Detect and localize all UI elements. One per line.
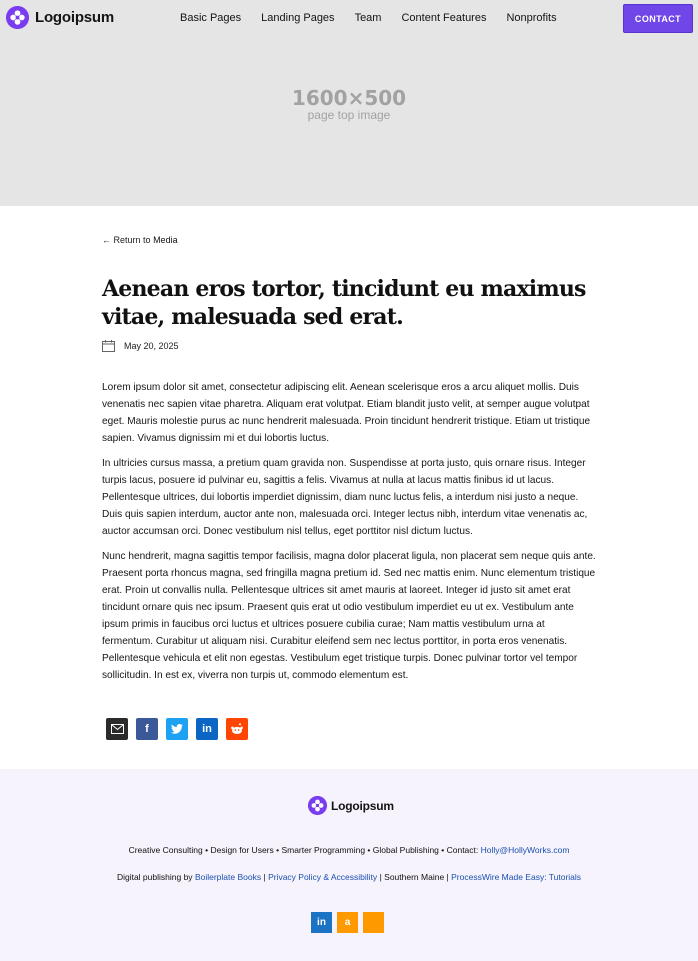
email-icon[interactable] <box>106 718 128 740</box>
hero-image-size: 1600×500 <box>291 86 407 110</box>
nav-nonprofits[interactable]: Nonprofits <box>506 12 557 24</box>
main-nav <box>170 11 567 25</box>
footer-publishing-prefix: Digital publishing by <box>116 872 193 882</box>
article-body <box>102 379 598 692</box>
nav-team[interactable]: Team <box>354 12 382 24</box>
nav-basic-pages[interactable]: Basic Pages <box>180 12 242 24</box>
footer-separator: | <box>446 872 449 882</box>
footer-services-line <box>0 845 698 855</box>
site-logo[interactable] <box>6 6 114 29</box>
article-paragraph: Nunc hendrerit, magna sagittis tempor facilisis, magna dolor placerat ligula, non placerat sem neque quis ante. Praesent porta rhoncus magna, sed fringilla magna pretium id. Sed nec mattis enim. Nunc elementum tristique erat. Proin ut convallis nulla. Pellentesque ultrices sit amet mauris at laoreet. Integer id justo sit amet erat tincidunt ornare quis nec ipsum. Praesent quis erat ut odio vestibulum imperdiet eu ut ex. Vestibulum ante ipsum primis in faucibus orci luctus et ultrices posuere cubilia curae; Nam mattis vestibulum urna at fermentum. Curabitur ut aliquam nisi. Curabitur eleifend sem nec lectus porttitor, in porta eros venenatis. Pellentesque vehicula et elit non egestas. Vestibulum eget tristique turpis. Donec pulvinar tortor vel tempor sollicitudin. In est ex, viverra non turpis ut, commodo elementum est. <box>102 551 596 681</box>
article-paragraph: In ultricies cursus massa, a pretium quam gravida non. Suspendisse at porta justo, quis ornare risus. Integer turpis lacus, posuere id pulvinar eu, sagittis a felis. Vivamus at nulla at lacus mattis finibus id ut lacus. Pellentesque ultrices, dui lobortis imperdiet dignissim, diam nunc luctus felis, a interdum nisi justo a neque. Duis quis sapien interdum, auctor ante non, malesuada orci. Integer lectus nibh, interdum vitae venenatis ac, auctor accumsan orci. Donec vestibulum nisl tellus, eget porttitor nisl dictum luctus. <box>102 458 588 537</box>
orange-square-icon[interactable] <box>363 912 384 933</box>
amazon-icon[interactable]: a <box>337 912 358 933</box>
return-link[interactable] <box>102 235 178 245</box>
hero-banner <box>0 0 698 206</box>
article-title: Aenean eros tortor, tincidunt eu maximus vitae, malesuada sed erat. <box>102 276 586 330</box>
footer-logo-text: Logoipsum <box>331 798 394 813</box>
reddit-icon[interactable] <box>226 718 248 740</box>
back-arrow-icon: ← <box>102 235 111 245</box>
logo-icon <box>308 796 327 815</box>
linkedin-icon[interactable]: in <box>311 912 332 933</box>
footer <box>0 769 698 961</box>
footer-location: Southern Maine <box>384 872 445 882</box>
article-date: May 20, 2025 <box>124 341 179 351</box>
nav-content-features[interactable]: Content Features <box>401 12 487 24</box>
facebook-icon[interactable]: f <box>136 718 158 740</box>
footer-email-link[interactable]: Holly@HollyWorks.com <box>480 845 570 855</box>
contact-button[interactable]: CONTACT <box>623 4 693 33</box>
footer-separator: | <box>263 872 266 882</box>
logo-icon <box>6 6 29 29</box>
footer-services-text: Creative Consulting • Design for Users • Smarter Programming • Global Publishing • Contact: <box>128 845 479 855</box>
footer-logo[interactable] <box>308 796 394 815</box>
article-date-row <box>102 340 179 352</box>
return-prefix: Return to <box>113 235 151 245</box>
return-target[interactable]: Media <box>153 235 178 245</box>
hero-image-placeholder <box>0 87 698 122</box>
logo-text: Logoipsum <box>35 9 115 26</box>
footer-separator: | <box>379 872 382 882</box>
share-buttons <box>106 718 248 740</box>
nav-landing-pages[interactable]: Landing Pages <box>261 12 335 24</box>
footer-social-links <box>311 912 384 933</box>
linkedin-icon[interactable]: in <box>196 718 218 740</box>
privacy-policy-link[interactable]: Privacy Policy & Accessibility <box>268 872 378 882</box>
twitter-icon[interactable] <box>166 718 188 740</box>
processwire-tutorials-link[interactable]: ProcessWire Made Easy: Tutorials <box>451 872 582 882</box>
footer-publishing-line <box>0 872 698 882</box>
boilerplate-books-link[interactable]: Boilerplate Books <box>194 872 262 882</box>
article-paragraph: Lorem ipsum dolor sit amet, consectetur adipiscing elit. Aenean scelerisque eros a arcu aliquet mollis. Duis venenatis nec sapien vitae pharetra. Aliquam erat volutpat. Etiam blandit justo velit, at semper augue volutpat eget. Mauris molestie purus ac nunc hendrerit malesuada. Proin tincidunt hendrerit tristique. Etiam ut tristique sapien. Vivamus dignissim mi et dui lobortis luctus. <box>102 382 591 444</box>
calendar-icon <box>102 340 115 352</box>
hero-image-label: page top image <box>307 108 391 122</box>
